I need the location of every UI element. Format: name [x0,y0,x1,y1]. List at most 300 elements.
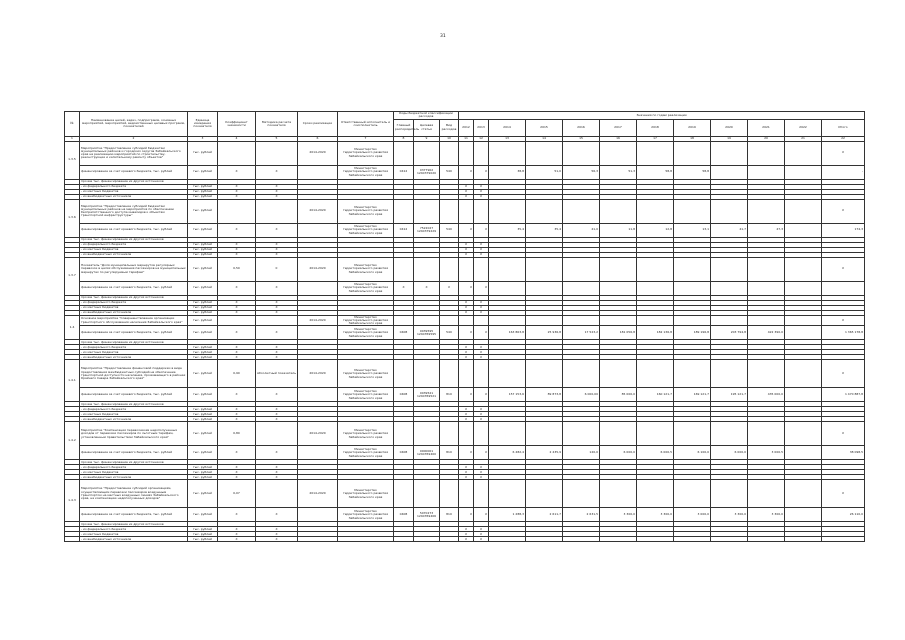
table-cell [474,422,489,446]
sub-label: - из местных бюджетов [80,247,188,252]
table-cell [298,537,338,542]
sub-unit: тыс. рублей [188,184,218,189]
sub-label: - из федерального бюджета [80,345,188,350]
financing-period [298,508,338,522]
row-period: 2014-2020 [298,257,338,281]
financing-value: Х [474,281,489,295]
table-cell [600,141,637,165]
table-cell [674,480,711,508]
financing-cs: Х [414,281,440,295]
table-cell [563,480,600,508]
sub-label: прочие тыс. финансирование из других источников [80,340,188,345]
sub-x: Х [459,300,474,305]
sub-x: Х [474,345,489,350]
column-number: 7 [338,136,394,141]
financing-gr: 0408 [394,508,414,522]
sub-unit: тыс. рублей [188,412,218,417]
row-description: Основное мероприятие "Совершенствование организации транспортного обслуживания населения Забайкальского края" [80,315,188,326]
row-period: 2014-2020 [298,360,338,388]
table-cell [711,360,748,388]
table-cell [711,141,748,165]
column-number: 22 [822,136,865,141]
financing-period [298,388,338,402]
financing-value: 35,4 [526,223,563,237]
sub-method: Х [256,412,298,417]
table-cell [674,422,711,446]
row-method [256,199,298,223]
table-cell [440,257,459,281]
financing-value [674,281,711,295]
table-cell [748,315,785,326]
sub-x: Х [474,527,489,532]
row-unit: тыс. рублей [188,141,218,165]
financing-cs: 0000001 1240359400 [414,446,440,460]
table-cell [637,360,674,388]
row-description: Мероприятие "Компенсация перевозчикам недополученных доходов от перевозки пассажиров по льготным тарифам, установленным правительством Забайкальского края" [80,422,188,446]
sub-label: - из местных бюджетов [80,412,188,417]
financing-gr: 0408 [394,388,414,402]
table-cell [748,422,785,446]
financing-coef: Х [218,281,256,295]
table-cell [526,422,563,446]
financing-total: 26 110,0 [822,508,865,522]
row-method [256,422,298,446]
sub-label: - из местных бюджетов [80,532,188,537]
table-cell [459,257,474,281]
sub-x: Х [459,189,474,194]
financing-value: 120,0 [563,446,600,460]
table-cell [489,315,526,326]
financing-value: Х [459,223,474,237]
table-cell [414,422,440,446]
row-unit: тыс. рублей [188,422,218,446]
sub-unit: тыс. рублей [188,194,218,199]
sub-label: - из местных бюджетов [80,350,188,355]
table-cell [440,480,459,508]
sub-coef: Х [218,412,256,417]
row-total-mark: Х [822,199,865,223]
sub-method: Х [256,475,298,480]
sub-method: Х [256,300,298,305]
table-cell [674,199,711,223]
table-cell [459,360,474,388]
table-cell [489,537,526,542]
sub-unit: тыс. рублей [188,355,218,360]
sub-unit: тыс. рублей [188,252,218,257]
table-cell [526,360,563,388]
sub-coef: Х [218,532,256,537]
header-resp: Ответственный исполнитель и соисполнитель [338,112,394,137]
financing-value: 422 390,0 [748,326,785,340]
financing-value: 163 863,8 [489,326,526,340]
table-cell [674,537,711,542]
table-cell [489,422,526,446]
table-cell [440,315,459,326]
row-unit: тыс. рублей [188,360,218,388]
financing-value [785,446,822,460]
sub-x: Х [459,527,474,532]
table-cell [563,360,600,388]
financing-gr: 0408 [394,326,414,340]
sub-unit: тыс. рублей [188,417,218,422]
table-cell [459,422,474,446]
column-number: 1 [65,136,80,141]
table-cell [637,315,674,326]
table-row [65,537,865,542]
financing-value: 3 300,0 [637,508,674,522]
table-cell [489,257,526,281]
financing-value [785,223,822,237]
table-row [65,508,865,522]
table-cell [440,422,459,446]
financing-coef: Х [218,326,256,340]
sub-x: Х [459,242,474,247]
financing-coef: Х [218,223,256,237]
table-row [65,315,865,326]
financing-gr: 0412 [394,223,414,237]
financing-value: Х [459,165,474,179]
header-year-2016: 2016 [563,119,600,136]
header-year-2022: 2022 [785,119,822,136]
financing-unit: тыс. рублей [188,165,218,179]
financing-unit: тыс. рублей [188,223,218,237]
financing-value: 6 000,5 [637,446,674,460]
table-cell [637,422,674,446]
table-cell [674,360,711,388]
financing-value [526,281,563,295]
row-responsible: Министерство территориального развития Забайкальского края [338,257,394,281]
financing-value: 2 631,5 [563,508,600,522]
header-name: Наименование целей, задач, подпрограмм, основных мероприятий, мероприятий, ведомственных целевых программ, показателей [80,112,188,137]
header-unit: Единица измерения показателя [188,112,218,137]
financing-value: 58,8 [674,165,711,179]
column-number: 6 [298,136,338,141]
financing-value: 85 000,0 [600,388,637,402]
row-total-mark: Х [822,315,865,326]
table-cell [674,315,711,326]
financing-total [822,281,865,295]
header-coef: Коэффициент значимости [218,112,256,137]
financing-value: 89 873,8 [526,388,563,402]
sub-method: Х [256,242,298,247]
row-unit: тыс. рублей [188,315,218,326]
sub-coef: Х [218,350,256,355]
financing-method: Х [256,326,298,340]
column-number: 15 [563,136,600,141]
row-responsible: Министерство территориального развития Забайкальского края [338,422,394,446]
row-responsible: Министерство территориального развития Забайкальского края [338,141,394,165]
sub-label: - из внебюджетных источников [80,194,188,199]
sub-label: прочие тыс. финансирование из других источников [80,295,188,300]
table-cell [526,141,563,165]
sub-method: Х [256,527,298,532]
header-years-group: Значения по годам реализации [459,112,865,120]
financing-total: 174,3 [822,223,865,237]
table-row [65,422,865,446]
sub-label: - из федерального бюджета [80,527,188,532]
row-number: 1.4.3 [65,480,80,522]
table-cell [563,199,600,223]
sub-x: Х [474,412,489,417]
financing-unit: тыс. рублей [188,508,218,522]
table-cell [440,141,459,165]
sub-x: Х [474,407,489,412]
sub-method: Х [256,252,298,257]
table-cell [489,141,526,165]
column-number: 5 [256,136,298,141]
financing-value: 3 300,0 [711,508,748,522]
sub-coef: Х [218,189,256,194]
table-cell [563,422,600,446]
sub-method: Х [256,532,298,537]
table-cell [711,480,748,508]
row-number: 1.3.6 [65,199,80,237]
table-cell [526,315,563,326]
table-cell [394,480,414,508]
financing-cs: 0039595 1240359595 [414,326,440,340]
financing-value: 6 482,4 [489,446,526,460]
table-cell [563,537,600,542]
financing-value: 47,3 [748,223,785,237]
financing-period [298,326,338,340]
row-number: 1.3.5 [65,141,80,179]
sub-label: - из внебюджетных источников [80,252,188,257]
row-coef [218,141,256,165]
table-cell [459,480,474,508]
financing-period [298,446,338,460]
table-cell [474,480,489,508]
table-cell [489,480,526,508]
financing-value: 41,0 [563,223,600,237]
financing-value [637,281,674,295]
sub-label: прочие тыс. финансирование из других источников [80,522,188,527]
column-number: 18 [674,136,711,141]
financing-method: Х [256,508,298,522]
row-description: Мероприятие "Предоставление субсидий организациям, осуществляющим перевозки пассажиров воздушным транспортом на местных воздушных линиях Забайкальского края, на компенсацию недополученных доходов" [80,480,188,508]
sub-coef: Х [218,407,256,412]
financing-unit: тыс. рублей [188,326,218,340]
budget-table [64,111,865,542]
financing-value: 17 523,2 [563,326,600,340]
table-cell [394,141,414,165]
financing-period [298,281,338,295]
sub-x: Х [459,470,474,475]
row-method: Абсолютный показатель [256,360,298,388]
table-cell [748,199,785,223]
financing-value: Х [474,223,489,237]
row-unit: тыс. рублей [188,199,218,223]
table-row [65,141,865,165]
table-cell [600,315,637,326]
financing-label: финансирование за счет краевого бюджета, тыс. рублей [80,223,188,237]
sub-coef: Х [218,184,256,189]
table-cell [637,480,674,508]
table-cell [526,199,563,223]
sub-x: Х [459,252,474,257]
sub-method: Х [256,184,298,189]
table-cell [600,257,637,281]
sub-x: Х [459,247,474,252]
column-number: 20 [748,136,785,141]
sub-label: - из федерального бюджета [80,184,188,189]
financing-vr: 810 [440,508,459,522]
financing-value: 6 000,0 [711,446,748,460]
financing-value: 6 100,0 [674,446,711,460]
financing-coef: Х [218,388,256,402]
row-description: Мероприятие "Предоставление финансовой поддержки в виде предоставления межбюджетных субсидий на обеспечение транспортной доступности населения, проживающего в районах Крайнего Севера Забайкальского края" [80,360,188,388]
sub-unit: тыс. рублей [188,305,218,310]
sub-label: - из федерального бюджета [80,242,188,247]
sub-unit: тыс. рублей [188,300,218,305]
table-row [65,223,865,237]
financing-value [785,388,822,402]
table-cell [711,422,748,446]
financing-value: 6 000,00 [563,388,600,402]
row-coef: 0,90 [218,360,256,388]
financing-vr: 540 [440,326,459,340]
sub-coef: Х [218,417,256,422]
header-year-2013: 2013 [474,119,489,136]
table-cell [414,480,440,508]
sub-method: Х [256,355,298,360]
financing-value: 58,8 [637,165,674,179]
row-unit: тыс. рублей [188,480,218,508]
financing-vr: 540 [440,223,459,237]
row-responsible: Министерство территориального развития Забайкальского края [338,480,394,508]
sub-coef: Х [218,345,256,350]
table-cell [414,360,440,388]
header-no: № [65,112,80,137]
sub-label: прочие тыс. финансирование из других источников [80,402,188,407]
sub-x: Х [474,184,489,189]
page-number: 31 [440,34,446,39]
row-description: Показатель "Доля муниципальных маршрутов регулярных перевозок в целях обслуживания пассажиров на муниципальных маршрутах по регулируемым тарифам" [80,257,188,281]
table-cell [637,199,674,223]
financing-value: 2 611,7 [526,508,563,522]
sub-x: Х [459,465,474,470]
financing-method: Х [256,165,298,179]
financing-cs: 7522027 1240379229 [414,223,440,237]
financing-value: Х [459,508,474,522]
financing-coef: Х [218,165,256,179]
row-period: 2014-2020 [298,422,338,446]
financing-label: финансирование за счет краевого бюджета, тыс. рублей [80,388,188,402]
financing-period [298,165,338,179]
sub-x: Х [474,300,489,305]
financing-vr: 810 [440,446,459,460]
sub-x: Х [459,184,474,189]
financing-value: 181 056,8 [600,326,637,340]
sub-coef: Х [218,242,256,247]
sub-label: - из федерального бюджета [80,407,188,412]
sub-x: Х [459,345,474,350]
row-total-mark: Х [822,141,865,165]
sub-method: Х [256,305,298,310]
sub-method: Х [256,345,298,350]
financing-vr: 540 [440,165,459,179]
table-row [65,446,865,460]
sub-x: Х [459,537,474,542]
table-row [65,480,865,508]
sub-x: Х [474,310,489,315]
financing-value [748,281,785,295]
row-unit: тыс. рублей [188,257,218,281]
table-cell [489,360,526,388]
sub-label: - из внебюджетных источников [80,417,188,422]
financing-responsible: Министерство территориального развития Забайкальского края [338,508,394,522]
sub-x: Х [474,417,489,422]
table-row [65,360,865,388]
row-number: 1.3.7 [65,257,80,295]
table-cell [526,480,563,508]
sub-x: Х [474,247,489,252]
financing-cs: 0377902 1240379020 [414,165,440,179]
sub-method: Х [256,350,298,355]
financing-label: финансирование за счет краевого бюджета, тыс. рублей [80,281,188,295]
table-cell [711,199,748,223]
header-year-2018: 2018 [637,119,674,136]
financing-value: 195 121,7 [711,388,748,402]
financing-total: 1 470 887,8 [822,388,865,402]
header-bk-group: Коды бюджетной классификации расходов [394,112,459,120]
table-row [65,199,865,223]
sub-x: Х [474,537,489,542]
sub-label: - из внебюджетных источников [80,537,188,542]
row-total-mark: Х [822,422,865,446]
sub-method: Х [256,465,298,470]
table-cell [526,537,563,542]
financing-responsible: Министерство территориального развития Забайкальского края [338,446,394,460]
sub-x: Х [474,242,489,247]
table-cell [785,360,822,388]
financing-total: - [822,165,865,179]
financing-responsible: Министерство территориального развития Забайкальского края [338,388,394,402]
sub-unit: тыс. рублей [188,247,218,252]
budget-table-sheet [64,111,864,627]
sub-x: Х [459,417,474,422]
table-cell [785,537,822,542]
financing-method: Х [256,223,298,237]
financing-value: 435 000,0 [748,388,785,402]
table-row [65,165,865,179]
table-row [65,388,865,402]
table-row [65,326,865,340]
table-cell [489,199,526,223]
header-year-2015: 2015 [526,119,563,136]
sub-method: Х [256,537,298,542]
financing-value: Х [459,388,474,402]
financing-value [600,281,637,295]
financing-unit: тыс. рублей [188,281,218,295]
table-cell [822,537,865,542]
header-year-2017: 2017 [600,119,637,136]
financing-value: 13,1 [674,223,711,237]
row-description: Мероприятие "Предоставление субсидий бюджетам муниципальных районов на мероприятия по обеспечению беспрепятственного доступа инвалидов к объектам транспортной инфраструктуры" [80,199,188,223]
financing-value: Х [474,388,489,402]
financing-value: Х [474,165,489,179]
financing-method: Х [256,281,298,295]
table-cell [711,537,748,542]
sub-coef: Х [218,305,256,310]
financing-gr: 0408 [394,446,414,460]
table-cell [600,422,637,446]
sub-x: Х [459,305,474,310]
column-number: 14 [526,136,563,141]
row-number: 1.4.2 [65,422,80,460]
sub-method: Х [256,470,298,475]
header-year-2019: 2019 [674,119,711,136]
financing-value: 3 000,0 [674,508,711,522]
